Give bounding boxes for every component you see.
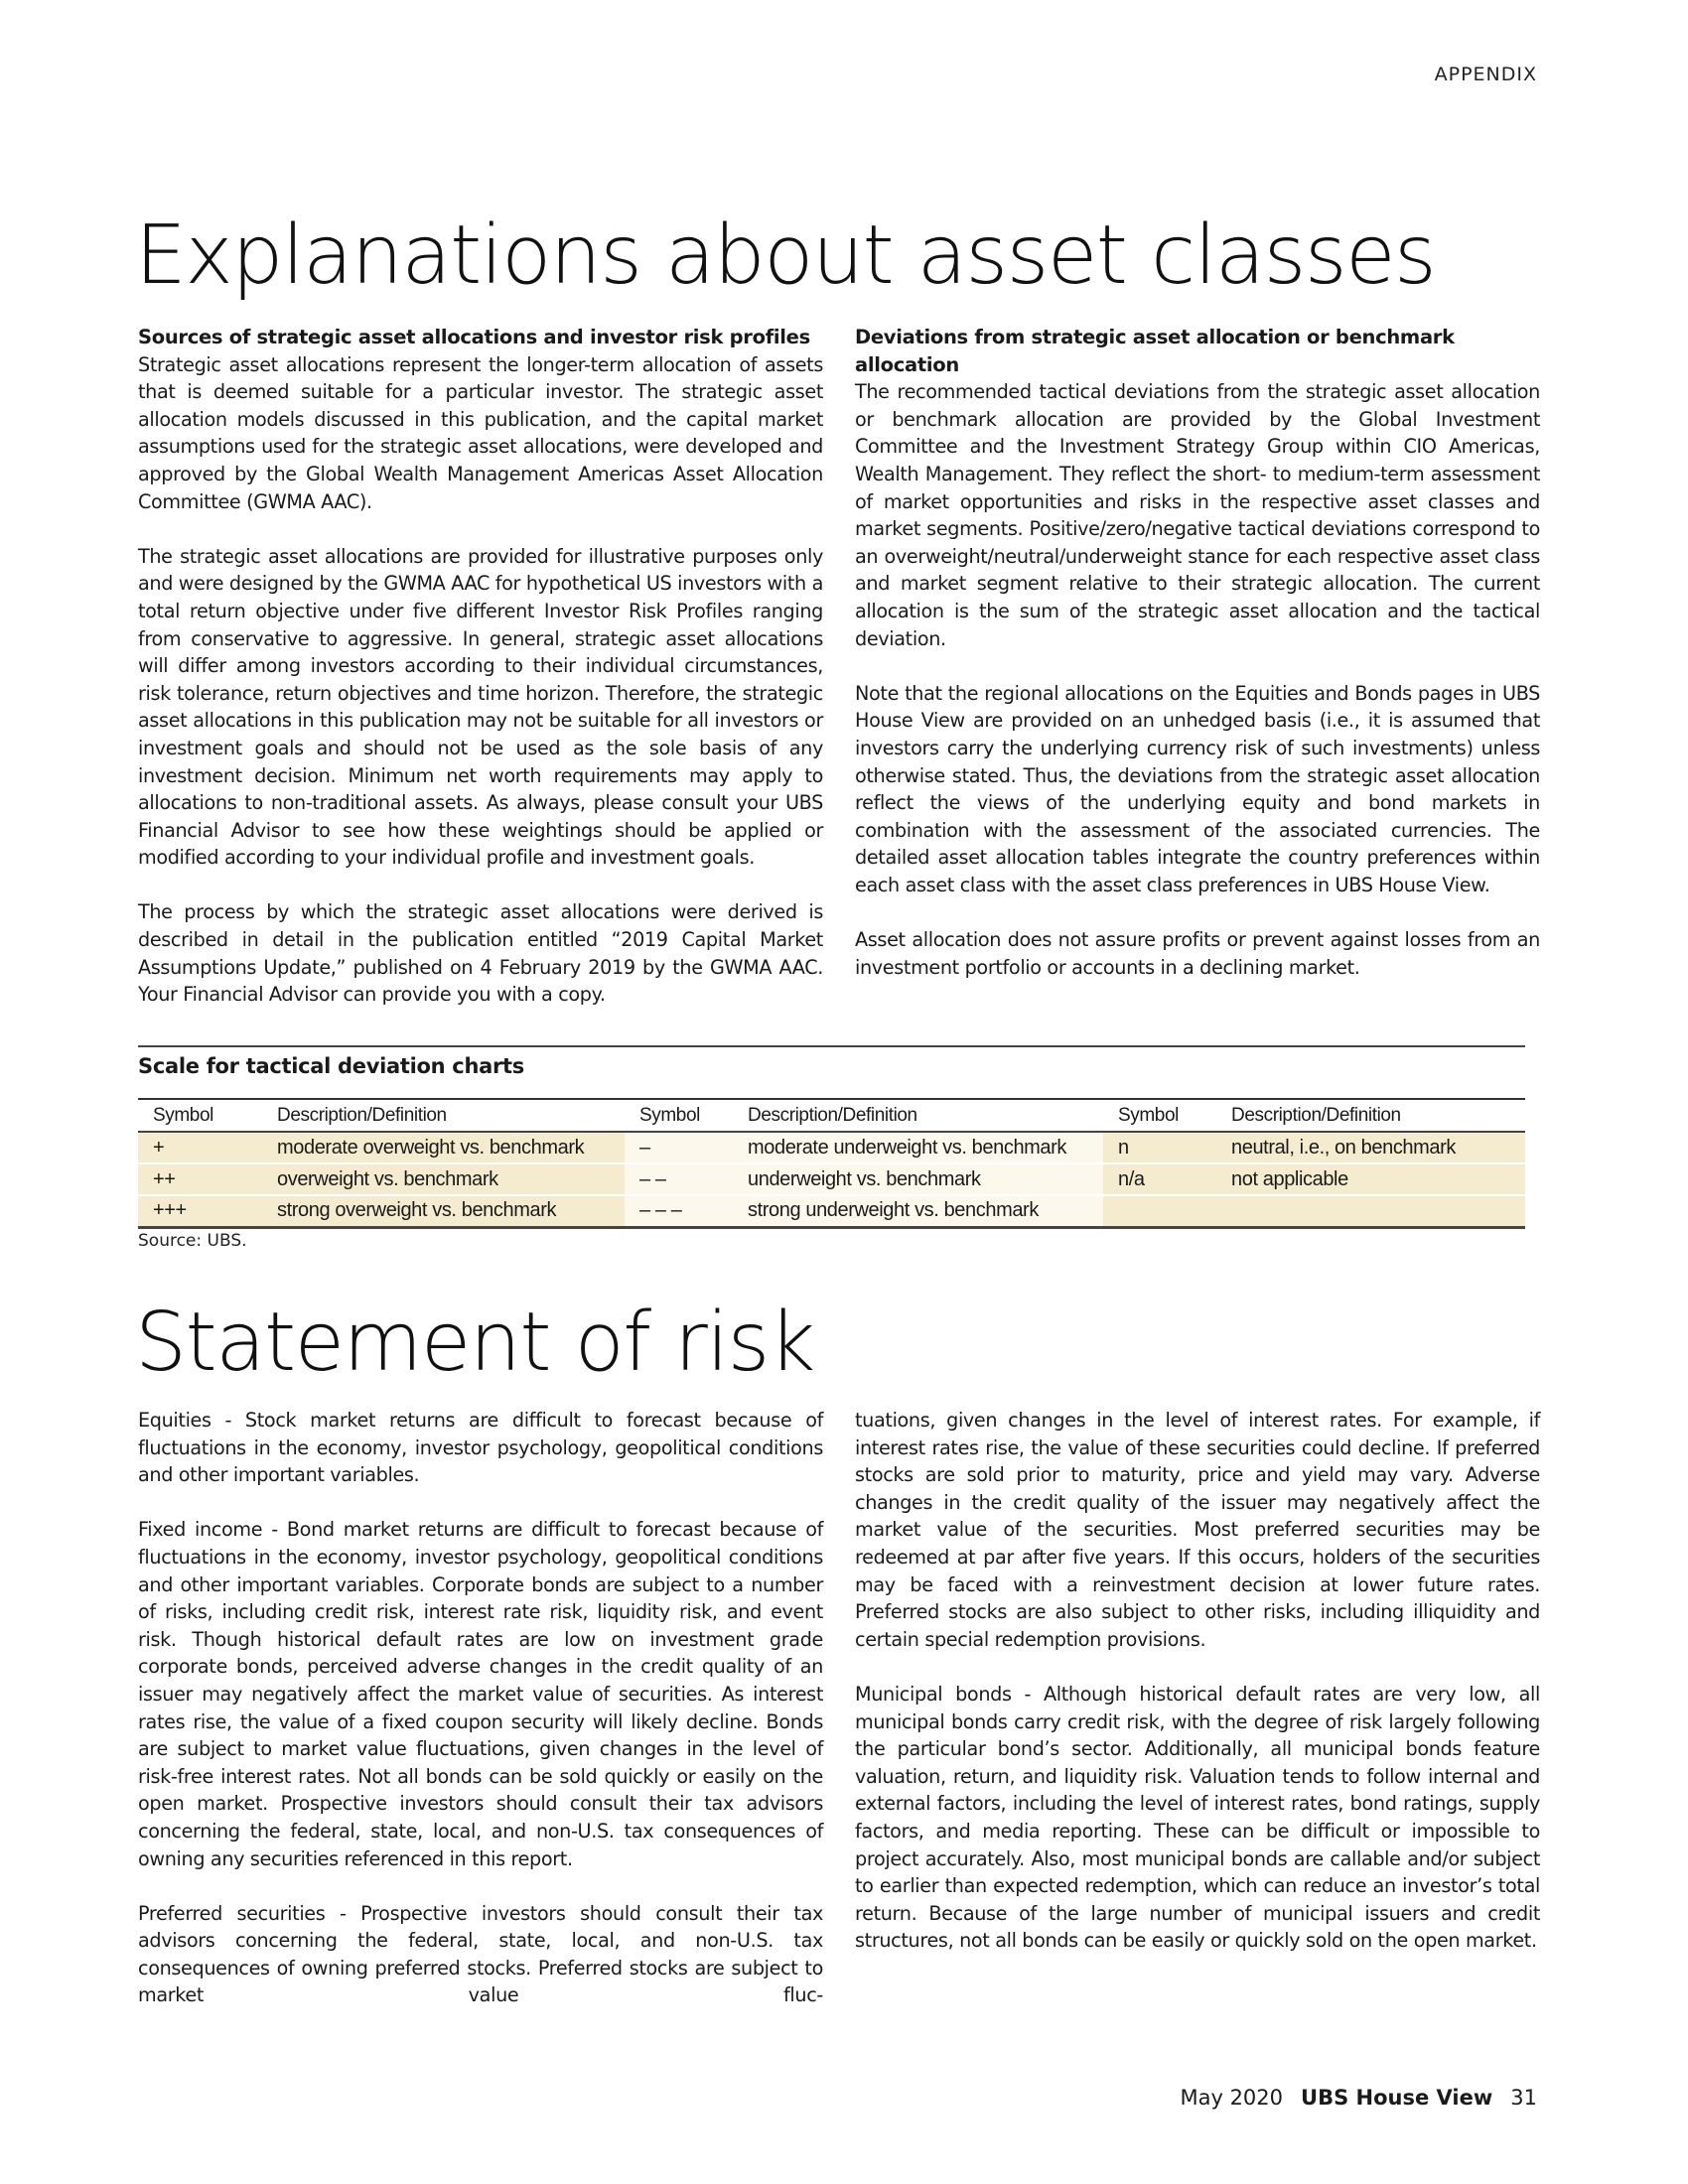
definition-cell: underweight vs. benchmark <box>733 1163 1103 1195</box>
section-heading: Sources of strategic asset allocations and investor risk profiles <box>138 326 810 348</box>
risk-left-column <box>138 1407 823 2037</box>
definition-cell: strong underweight vs. benchmark <box>733 1195 1103 1227</box>
section-label: APPENDIX <box>1434 64 1537 85</box>
symbol-cell: n/a <box>1103 1163 1216 1195</box>
symbol-cell: – – – <box>625 1195 733 1227</box>
symbol-cell: ++ <box>138 1163 262 1195</box>
paragraph: Strategic asset allocations represent the longer-term allocation of assets that is deemed suitable for a particular investor. The strategic asset allocation models discussed in this publication, and the capital market assumptions used for the strategic asset allocations, were developed and approved by the Global Wealth Management Americas Asset Allocation Committee (GWMA AAC). <box>138 352 823 513</box>
paragraph: Municipal bonds - Although historical default rates are very low, all municipal bonds carry credit risk, with the degree of risk largely following the particular bond’s sector. Additionally, all municipal bonds feature valuation, return, and liquidity risk. Valuation tends to follow internal and external factors, including the level of interest rates, bond ratings, supply factors, and media reporting. These can be difficult or impossible to project accurately. Also, most municipal bonds are callable and/or subject to earlier than expected redemption, which can reduce an investor’s total return. Because of the large number of municipal issuers and credit structures, not all bonds can be easily or quickly sold on the open market. <box>855 1682 1540 1953</box>
symbol-cell: +++ <box>138 1195 262 1227</box>
table-row <box>138 1163 1525 1195</box>
column-header: Symbol <box>138 1099 262 1132</box>
symbol-cell: + <box>138 1132 262 1163</box>
paragraph: The strategic asset allocations are provided for illustrative purposes only and were designed by the GWMA AAC for hypothetical US investors with a total return objective under five different Investor Risk Profiles ranging from conservative to aggressive. In general, strategic asset allocations will differ among investors according to their individual circumstances, risk tolerance, return objectives and time horizon. Therefore, the strategic asset allocations in this publication may not be suitable for all investors or investment goals and should not be used as the sole basis of any investment decision. Minimum net worth requirements may apply to allocations to non-traditional assets. As always, please consult your UBS Financial Advisor to see how these weightings should be applied or modified according to your individual profile and investment goals. <box>138 544 823 870</box>
table-title: Scale for tactical deviation charts <box>138 1054 524 1078</box>
section-heading: Deviations from strategic asset allocation or benchmark allocation <box>855 326 1455 376</box>
section-title: Statement of risk <box>135 1296 814 1390</box>
table-header-row <box>138 1099 1525 1132</box>
definition-cell: strong overweight vs. benchmark <box>262 1195 625 1227</box>
paragraph: Asset allocation does not assure profits or prevent against losses from an investment portfolio or accounts in a declining market. <box>855 928 1540 979</box>
column-header: Description/Definition <box>1216 1099 1525 1132</box>
column-header: Description/Definition <box>262 1099 625 1132</box>
paragraph: tuations, given changes in the level of interest rates. For example, if interest rates rise, the value of these securities could decline. If preferred stocks are sold prior to maturity, price and yield may vary. Adverse changes in the credit quality of the issuer may negatively affect the market value of the securities. Most preferred securities may be redeemed at par after five years. If this occurs, holders of the securities may be faced with a reinvestment decision at lower future rates. Preferred stocks are also subject to other risks, including illiquidity and certain special redemption provisions. <box>855 1409 1540 1651</box>
page-title: Explanations about asset classes <box>135 208 1436 303</box>
symbol-cell <box>1103 1195 1216 1227</box>
definition-cell: not applicable <box>1216 1163 1525 1195</box>
definition-cell <box>1216 1195 1525 1227</box>
paragraph: The recommended tactical deviations from the strategic asset allocation or benchmark allocation are provided by the Global Investment Committee and the Investment Strategy Group within CIO Americas, Wealth Management. They reflect the short- to medium-term assessment of market opportunities and risks in the respective asset classes and market segments. Positive/zero/negative tactical deviations correspond to an overweight/neutral/underweight stance for each respective asset class and market segment relative to their strategic allocation. The current allocation is the sum of the strategic asset allocation and the tactical deviation. <box>855 380 1540 650</box>
divider <box>138 1045 1525 1047</box>
definition-cell: moderate overweight vs. benchmark <box>262 1132 625 1163</box>
footer <box>1180 2086 1537 2110</box>
column-header: Symbol <box>1103 1099 1216 1132</box>
paragraph: Note that the regional allocations on the Equities and Bonds pages in UBS House View are provided on an unhedged basis (i.e., it is assumed that investors carry the underlying currency risk of such investments) unless otherwise stated. Thus, the deviations from the strategic asset allocation reflect the views of the underlying equity and bond markets in combination with the assessment of the associated currencies. The detailed asset allocation tables integrate the country preferences within each asset class with the asset class preferences in UBS House View. <box>855 681 1540 896</box>
symbol-cell: n <box>1103 1132 1216 1163</box>
definition-cell: moderate underweight vs. benchmark <box>733 1132 1103 1163</box>
paragraph: Preferred securities - Prospective investors should consult their tax advisors concerning the federal, state, local, and non-U.S. tax consequences of owning preferred stocks. Preferred stocks are subject to market value fluc- <box>138 1901 823 2007</box>
column-header: Symbol <box>625 1099 733 1132</box>
paragraph: The process by which the strategic asset allocations were derived is described in detail in the publication entitled “2019 Capital Market Assumptions Update,” published on 4 February 2019 by the GWMA AAC. Your Financial Advisor can provide you with a copy. <box>138 900 823 1007</box>
risk-right-column <box>855 1407 1540 1981</box>
footer-publication: UBS House View <box>1301 2086 1493 2110</box>
page-number: 31 <box>1510 2086 1537 2110</box>
definition-cell: neutral, i.e., on benchmark <box>1216 1132 1525 1163</box>
paragraph: Equities - Stock market returns are difficult to forecast because of fluctuations in the economy, investor psychology, geopolitical conditions and other important variables. <box>138 1409 823 1487</box>
column-header: Description/Definition <box>733 1099 1103 1132</box>
asset-left-column <box>138 324 823 1035</box>
table-row <box>138 1132 1525 1163</box>
symbol-cell: – – <box>625 1163 733 1195</box>
table-row <box>138 1195 1525 1227</box>
definition-cell: overweight vs. benchmark <box>262 1163 625 1195</box>
footer-date: May 2020 <box>1180 2086 1284 2110</box>
symbol-cell: – <box>625 1132 733 1163</box>
paragraph: Fixed income - Bond market returns are difficult to forecast because of fluctuations in the economy, investor psychology, geopolitical conditions and other important variables. Corporate bonds are subject to a number of risks, including credit risk, interest rate risk, liquidity risk, and event risk. Though historical default rates are low on investment grade corporate bonds, perceived adverse changes in the credit quality of an issuer may negatively affect the market value of securities. As interest rates rise, the value of a fixed coupon security will likely decline. Bonds are subject to market value fluctuations, given changes in the level of risk-free interest rates. Not all bonds can be sold quickly or easily on the open market. Prospective investors should consult their tax advisors concerning the federal, state, local, and non-U.S. tax consequences of owning any securities referenced in this report. <box>138 1518 823 1870</box>
source-note: Source: UBS. <box>138 1231 247 1251</box>
scale-table <box>138 1098 1525 1229</box>
asset-right-column <box>855 324 1540 1009</box>
